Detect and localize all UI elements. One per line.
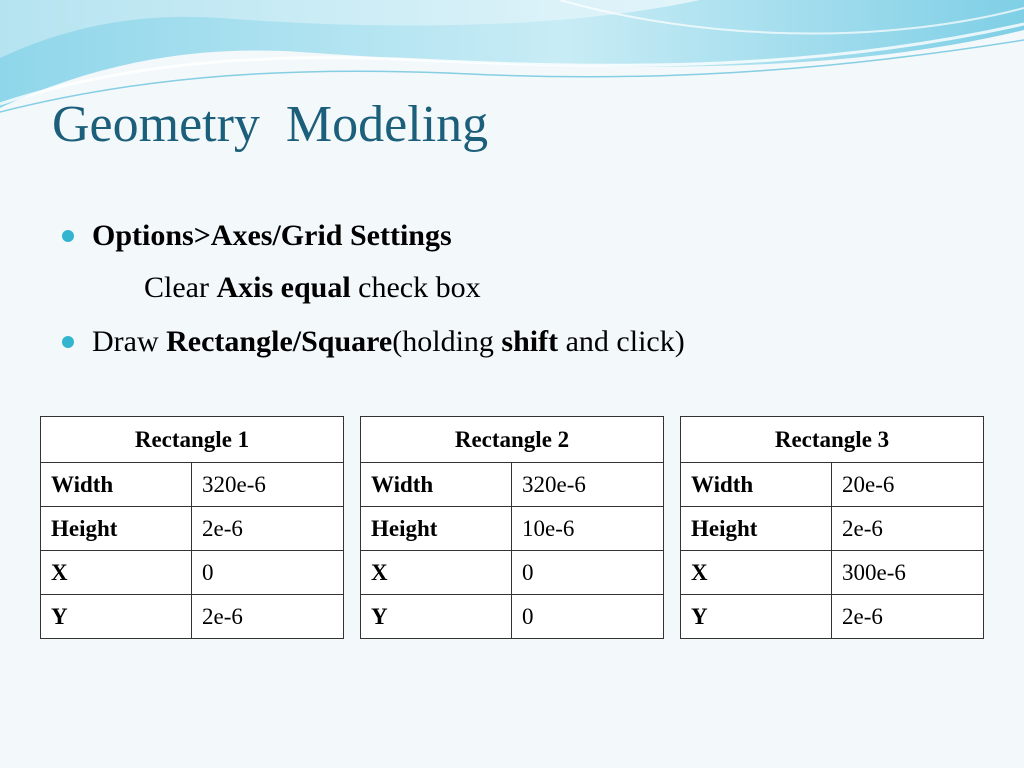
row-value: 2e-6	[832, 595, 984, 639]
row-key: Width	[681, 463, 832, 507]
row-value: 20e-6	[832, 463, 984, 507]
sub-item-clear-axis	[60, 270, 685, 324]
table-title: Rectangle 3	[681, 417, 984, 463]
row-value: 0	[192, 551, 344, 595]
row-key: Height	[41, 507, 192, 551]
slide-title: Geometry Modeling	[52, 96, 489, 153]
rectangle-1-table	[40, 416, 344, 639]
row-key: Height	[361, 507, 512, 551]
table-row	[361, 595, 664, 639]
table-row	[361, 463, 664, 507]
menu-path-text: Options>Axes/Grid Settings	[92, 219, 452, 252]
sub-item-pre-text: Clear	[144, 271, 217, 304]
bullet-item-draw	[60, 324, 685, 376]
row-value: 2e-6	[192, 507, 344, 551]
axis-equal-text: Axis equal	[216, 271, 351, 304]
table-row	[361, 551, 664, 595]
bullet-dot-icon	[62, 336, 74, 348]
table-row	[41, 463, 344, 507]
table-row	[41, 551, 344, 595]
table-title: Rectangle 2	[361, 417, 664, 463]
rectangle-3-table	[680, 416, 984, 639]
bullet-dot-icon	[62, 230, 74, 242]
row-value: 10e-6	[512, 507, 664, 551]
sub-item-post-text: check box	[350, 271, 481, 304]
table-row	[681, 463, 984, 507]
row-key: Width	[361, 463, 512, 507]
row-key: Y	[41, 595, 192, 639]
row-value: 2e-6	[192, 595, 344, 639]
table-row	[41, 595, 344, 639]
row-key: Y	[361, 595, 512, 639]
table-title: Rectangle 1	[41, 417, 344, 463]
row-key: X	[361, 551, 512, 595]
rectangle-2-table	[360, 416, 664, 639]
row-value: 2e-6	[832, 507, 984, 551]
row-value: 0	[512, 595, 664, 639]
table-row	[681, 551, 984, 595]
table-row	[681, 595, 984, 639]
draw-post-text: and click)	[558, 325, 685, 358]
row-value: 320e-6	[512, 463, 664, 507]
row-key: Width	[41, 463, 192, 507]
row-value: 0	[512, 551, 664, 595]
row-value: 320e-6	[192, 463, 344, 507]
table-row	[361, 507, 664, 551]
row-value: 300e-6	[832, 551, 984, 595]
table-row	[681, 507, 984, 551]
rectangle-square-text: Rectangle/Square	[166, 325, 393, 358]
row-key: Height	[681, 507, 832, 551]
shift-text: shift	[501, 325, 559, 358]
row-key: Y	[681, 595, 832, 639]
table-row	[41, 507, 344, 551]
draw-pre-text: Draw	[92, 325, 167, 358]
draw-mid-text: (holding	[392, 325, 502, 358]
bullet-item-options	[60, 218, 685, 270]
row-key: X	[41, 551, 192, 595]
row-key: X	[681, 551, 832, 595]
bullet-list	[60, 218, 685, 376]
